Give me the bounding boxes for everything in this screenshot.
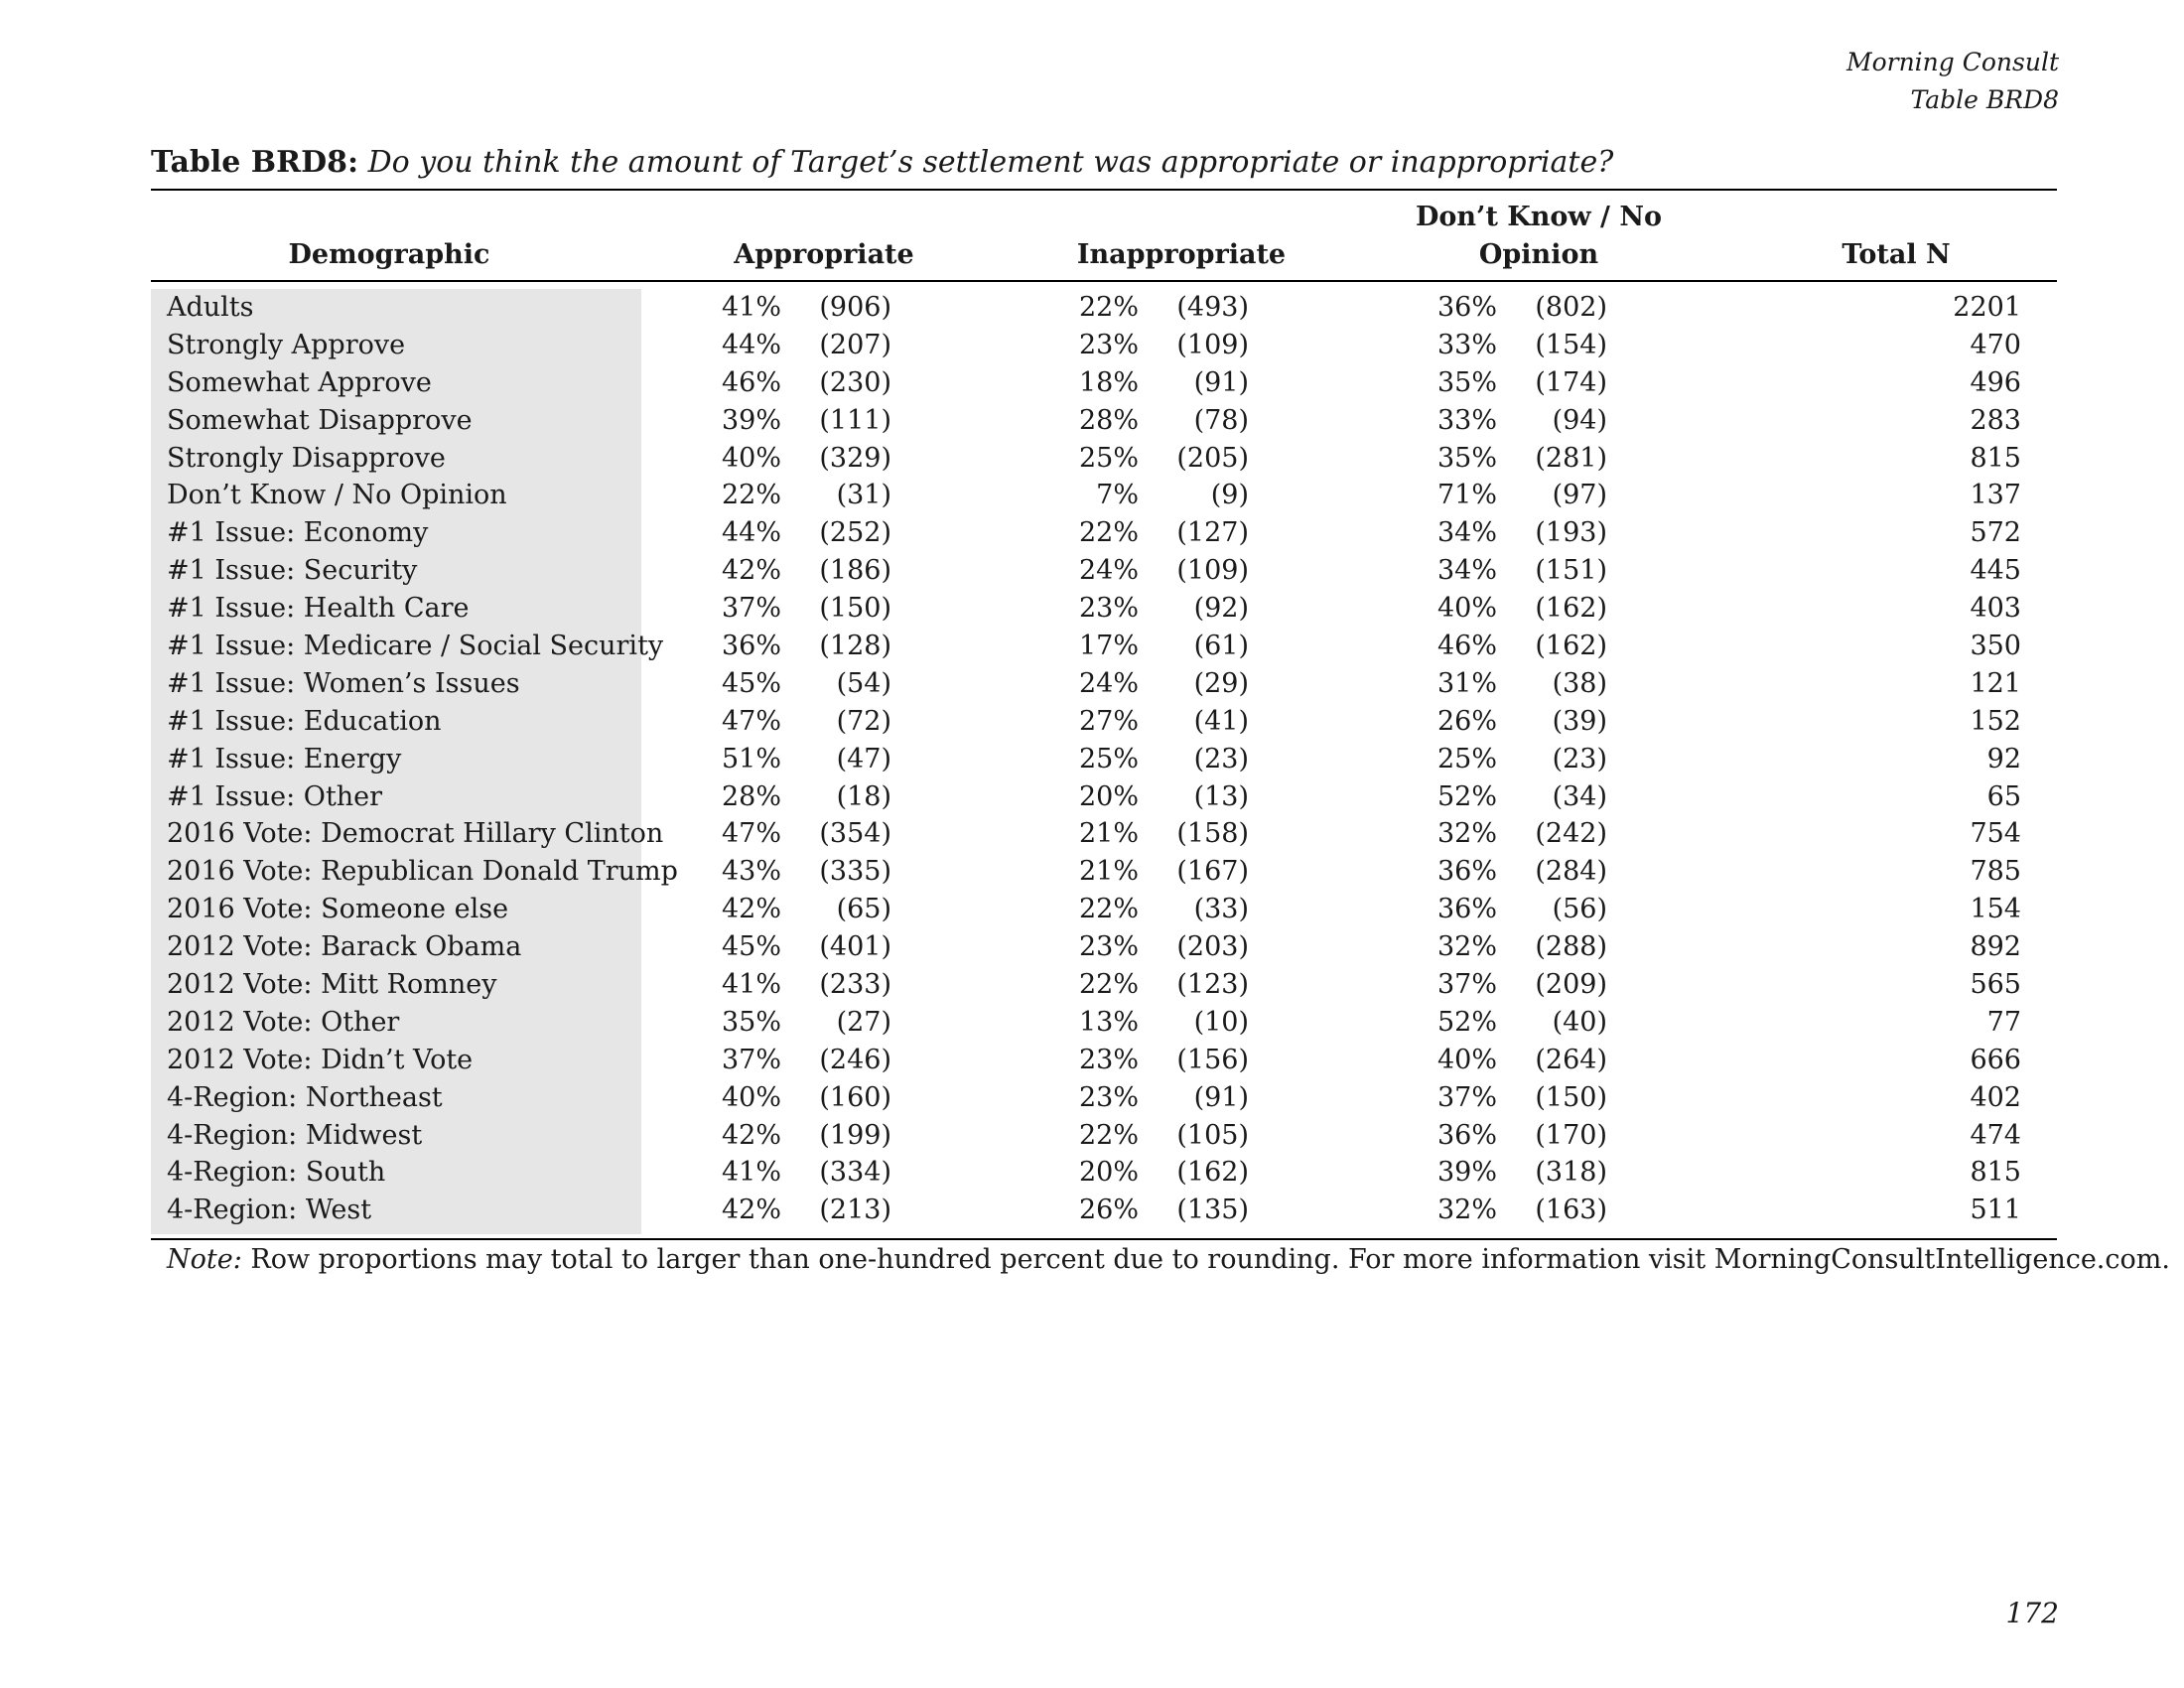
row-total-n: 470	[1970, 329, 2021, 360]
col-header-inappropriate: Inappropriate	[1076, 239, 1287, 270]
row-total-n: 350	[1970, 631, 2021, 662]
row-dont-know-n: (56)	[1552, 894, 1607, 925]
row-appropriate-n: (329)	[819, 442, 891, 474]
row-total-n: 474	[1970, 1119, 2021, 1151]
row-dont-know-pct: 33%	[1436, 329, 1497, 360]
row-demographic: #1 Issue: Security	[167, 555, 418, 587]
col-header-dont-know-line1: Don’t Know / No	[1415, 202, 1663, 232]
row-appropriate-pct: 37%	[721, 593, 781, 625]
table-row	[151, 477, 2057, 514]
row-appropriate-pct: 22%	[721, 480, 781, 511]
table-row	[151, 628, 2057, 665]
col-header-demographic: Demographic	[288, 239, 490, 270]
row-dont-know-pct: 36%	[1436, 292, 1497, 323]
table-row	[151, 440, 2057, 478]
row-demographic: Somewhat Disapprove	[167, 404, 473, 436]
row-dont-know-n: (288)	[1535, 931, 1607, 963]
row-demographic: Adults	[167, 292, 254, 323]
row-appropriate-pct: 41%	[721, 969, 781, 1001]
row-total-n: 496	[1970, 366, 2021, 398]
row-dont-know-pct: 36%	[1436, 894, 1497, 925]
row-inappropriate-pct: 18%	[1078, 366, 1139, 398]
row-dont-know-n: (23)	[1552, 743, 1607, 774]
row-appropriate-n: (47)	[836, 743, 891, 774]
row-total-n: 572	[1970, 517, 2021, 549]
row-demographic: 2016 Vote: Someone else	[167, 894, 509, 925]
row-dont-know-n: (281)	[1535, 442, 1607, 474]
row-demographic: 4-Region: South	[167, 1157, 386, 1189]
table-body	[151, 289, 2057, 1229]
page-number: 172	[2005, 1597, 2059, 1629]
table-row	[151, 928, 2057, 966]
row-inappropriate-n: (29)	[1193, 667, 1249, 699]
row-appropriate-n: (335)	[819, 856, 891, 888]
row-inappropriate-n: (162)	[1176, 1157, 1249, 1189]
row-inappropriate-pct: 23%	[1078, 1081, 1139, 1113]
row-dont-know-pct: 36%	[1436, 1119, 1497, 1151]
row-inappropriate-n: (61)	[1193, 631, 1249, 662]
row-appropriate-pct: 51%	[721, 743, 781, 774]
note-label: Note:	[167, 1244, 242, 1275]
row-demographic: 2012 Vote: Barack Obama	[167, 931, 522, 963]
col-header-total-n: Total N	[1842, 239, 1951, 270]
row-inappropriate-n: (23)	[1193, 743, 1249, 774]
row-total-n: 666	[1970, 1044, 2021, 1075]
row-dont-know-n: (40)	[1552, 1006, 1607, 1038]
table-row	[151, 703, 2057, 741]
row-total-n: 511	[1970, 1195, 2021, 1226]
row-demographic: 2012 Vote: Mitt Romney	[167, 969, 497, 1001]
row-total-n: 65	[1986, 780, 2021, 812]
row-inappropriate-pct: 27%	[1078, 705, 1139, 737]
table-row	[151, 1154, 2057, 1192]
row-appropriate-pct: 35%	[721, 1006, 781, 1038]
row-dont-know-n: (94)	[1552, 404, 1607, 436]
row-inappropriate-pct: 23%	[1078, 931, 1139, 963]
row-dont-know-pct: 31%	[1436, 667, 1497, 699]
row-dont-know-pct: 40%	[1436, 593, 1497, 625]
row-demographic: Don’t Know / No Opinion	[167, 480, 507, 511]
row-inappropriate-pct: 22%	[1078, 292, 1139, 323]
table-row	[151, 853, 2057, 891]
table-row	[151, 891, 2057, 928]
row-demographic: #1 Issue: Energy	[167, 743, 402, 774]
row-demographic: Somewhat Approve	[167, 366, 432, 398]
row-appropriate-pct: 40%	[721, 1081, 781, 1113]
row-dont-know-pct: 34%	[1436, 555, 1497, 587]
row-dont-know-pct: 34%	[1436, 517, 1497, 549]
row-demographic: #1 Issue: Education	[167, 705, 442, 737]
row-dont-know-n: (802)	[1535, 292, 1607, 323]
row-appropriate-n: (186)	[819, 555, 891, 587]
row-total-n: 154	[1970, 894, 2021, 925]
table-note	[167, 1241, 2170, 1279]
row-dont-know-pct: 32%	[1436, 1195, 1497, 1226]
row-inappropriate-pct: 25%	[1078, 743, 1139, 774]
table-row	[151, 514, 2057, 552]
header-org: Morning Consult	[1845, 48, 2059, 76]
row-dont-know-pct: 52%	[1436, 1006, 1497, 1038]
table-row	[151, 778, 2057, 816]
row-appropriate-n: (233)	[819, 969, 891, 1001]
row-appropriate-n: (252)	[819, 517, 891, 549]
row-total-n: 121	[1970, 667, 2021, 699]
bottom-rule	[151, 1238, 2057, 1240]
row-inappropriate-pct: 23%	[1078, 1044, 1139, 1075]
row-appropriate-pct: 41%	[721, 1157, 781, 1189]
row-demographic: 2012 Vote: Didn’t Vote	[167, 1044, 474, 1075]
row-total-n: 815	[1970, 1157, 2021, 1189]
row-inappropriate-pct: 22%	[1078, 894, 1139, 925]
row-dont-know-pct: 25%	[1436, 743, 1497, 774]
row-demographic: 4-Region: Midwest	[167, 1119, 423, 1151]
table-title	[151, 145, 1613, 180]
row-total-n: 152	[1970, 705, 2021, 737]
row-appropriate-n: (213)	[819, 1195, 891, 1226]
row-demographic: Strongly Approve	[167, 329, 406, 360]
row-inappropriate-pct: 23%	[1078, 329, 1139, 360]
row-inappropriate-pct: 7%	[1096, 480, 1139, 511]
row-demographic: 2016 Vote: Democrat Hillary Clinton	[167, 818, 664, 850]
row-inappropriate-pct: 20%	[1078, 780, 1139, 812]
row-dont-know-pct: 33%	[1436, 404, 1497, 436]
row-dont-know-n: (97)	[1552, 480, 1607, 511]
row-demographic: #1 Issue: Other	[167, 780, 383, 812]
row-dont-know-pct: 32%	[1436, 818, 1497, 850]
table-row	[151, 1042, 2057, 1079]
header-rule	[151, 280, 2057, 282]
row-inappropriate-n: (167)	[1176, 856, 1249, 888]
row-demographic: #1 Issue: Health Care	[167, 593, 470, 625]
row-total-n: 445	[1970, 555, 2021, 587]
row-dont-know-pct: 39%	[1436, 1157, 1497, 1189]
row-appropriate-pct: 37%	[721, 1044, 781, 1075]
row-inappropriate-n: (156)	[1176, 1044, 1249, 1075]
col-header-dont-know-line2: Opinion	[1478, 239, 1599, 270]
table-title-label: Table BRD8:	[151, 145, 359, 180]
table-row	[151, 327, 2057, 364]
row-inappropriate-pct: 22%	[1078, 517, 1139, 549]
row-dont-know-n: (264)	[1535, 1044, 1607, 1075]
row-dont-know-n: (162)	[1535, 631, 1607, 662]
table-title-question: Do you think the amount of Target’s settlement was appropriate or inappropriate?	[367, 145, 1614, 180]
row-dont-know-pct: 35%	[1436, 442, 1497, 474]
row-total-n: 402	[1970, 1081, 2021, 1113]
row-appropriate-n: (334)	[819, 1157, 891, 1189]
row-dont-know-n: (209)	[1535, 969, 1607, 1001]
row-total-n: 137	[1970, 480, 2021, 511]
row-inappropriate-pct: 24%	[1078, 667, 1139, 699]
row-dont-know-n: (170)	[1535, 1119, 1607, 1151]
row-inappropriate-n: (109)	[1176, 329, 1249, 360]
page-header	[1846, 44, 2059, 119]
row-appropriate-pct: 44%	[721, 329, 781, 360]
row-dont-know-pct: 26%	[1436, 705, 1497, 737]
row-appropriate-n: (354)	[819, 818, 891, 850]
row-appropriate-n: (72)	[836, 705, 891, 737]
row-appropriate-pct: 47%	[721, 818, 781, 850]
row-total-n: 2201	[1953, 292, 2021, 323]
row-demographic: Strongly Disapprove	[167, 442, 446, 474]
row-dont-know-n: (174)	[1535, 366, 1607, 398]
row-inappropriate-n: (158)	[1176, 818, 1249, 850]
table-row	[151, 665, 2057, 703]
row-inappropriate-pct: 13%	[1078, 1006, 1139, 1038]
row-appropriate-pct: 47%	[721, 705, 781, 737]
row-appropriate-n: (54)	[836, 667, 891, 699]
row-dont-know-n: (38)	[1552, 667, 1607, 699]
note-text: Row proportions may total to larger than one-hundred percent due to rounding. For more information visit MorningConsultIntelligence.com.	[250, 1244, 2170, 1275]
table-row	[151, 1079, 2057, 1117]
row-demographic: #1 Issue: Women’s Issues	[167, 667, 520, 699]
table-row	[151, 1004, 2057, 1042]
row-inappropriate-n: (127)	[1176, 517, 1249, 549]
row-dont-know-pct: 52%	[1436, 780, 1497, 812]
col-header-appropriate: Appropriate	[734, 239, 914, 270]
row-total-n: 403	[1970, 593, 2021, 625]
header-table-id: Table BRD8	[1910, 85, 2059, 114]
row-inappropriate-pct: 23%	[1078, 593, 1139, 625]
col-header-dont-know	[1390, 199, 1688, 274]
row-demographic: #1 Issue: Medicare / Social Security	[167, 631, 664, 662]
row-appropriate-n: (31)	[836, 480, 891, 511]
row-appropriate-pct: 39%	[721, 404, 781, 436]
row-dont-know-n: (34)	[1552, 780, 1607, 812]
row-demographic: #1 Issue: Economy	[167, 517, 429, 549]
row-appropriate-pct: 40%	[721, 442, 781, 474]
row-appropriate-pct: 42%	[721, 555, 781, 587]
row-inappropriate-n: (123)	[1176, 969, 1249, 1001]
row-dont-know-pct: 32%	[1436, 931, 1497, 963]
row-inappropriate-pct: 20%	[1078, 1157, 1139, 1189]
row-total-n: 92	[1986, 743, 2021, 774]
row-dont-know-n: (242)	[1535, 818, 1607, 850]
row-appropriate-n: (160)	[819, 1081, 891, 1113]
row-dont-know-pct: 35%	[1436, 366, 1497, 398]
row-dont-know-n: (151)	[1535, 555, 1607, 587]
row-appropriate-pct: 42%	[721, 894, 781, 925]
row-total-n: 815	[1970, 442, 2021, 474]
row-dont-know-pct: 46%	[1436, 631, 1497, 662]
table-row	[151, 741, 2057, 778]
row-dont-know-pct: 71%	[1436, 480, 1497, 511]
row-total-n: 565	[1970, 969, 2021, 1001]
row-total-n: 754	[1970, 818, 2021, 850]
row-inappropriate-n: (91)	[1193, 1081, 1249, 1113]
table-row	[151, 402, 2057, 440]
row-appropriate-n: (18)	[836, 780, 891, 812]
row-appropriate-n: (65)	[836, 894, 891, 925]
table-row	[151, 289, 2057, 327]
row-inappropriate-n: (9)	[1210, 480, 1249, 511]
row-total-n: 283	[1970, 404, 2021, 436]
row-dont-know-n: (150)	[1535, 1081, 1607, 1113]
row-appropriate-n: (230)	[819, 366, 891, 398]
row-appropriate-n: (906)	[819, 292, 891, 323]
row-dont-know-n: (163)	[1535, 1195, 1607, 1226]
row-inappropriate-n: (33)	[1193, 894, 1249, 925]
row-dont-know-n: (193)	[1535, 517, 1607, 549]
row-inappropriate-n: (13)	[1193, 780, 1249, 812]
row-appropriate-pct: 46%	[721, 366, 781, 398]
row-inappropriate-n: (135)	[1176, 1195, 1249, 1226]
row-appropriate-n: (128)	[819, 631, 891, 662]
row-inappropriate-n: (78)	[1193, 404, 1249, 436]
row-inappropriate-n: (105)	[1176, 1119, 1249, 1151]
table-row	[151, 1117, 2057, 1155]
row-inappropriate-n: (41)	[1193, 705, 1249, 737]
table-row	[151, 966, 2057, 1004]
row-inappropriate-pct: 22%	[1078, 969, 1139, 1001]
row-inappropriate-pct: 25%	[1078, 442, 1139, 474]
table-row	[151, 552, 2057, 590]
row-appropriate-n: (27)	[836, 1006, 891, 1038]
row-dont-know-n: (284)	[1535, 856, 1607, 888]
row-dont-know-pct: 40%	[1436, 1044, 1497, 1075]
row-dont-know-n: (154)	[1535, 329, 1607, 360]
row-appropriate-n: (401)	[819, 931, 891, 963]
row-appropriate-n: (150)	[819, 593, 891, 625]
row-inappropriate-pct: 26%	[1078, 1195, 1139, 1226]
row-appropriate-pct: 45%	[721, 667, 781, 699]
row-appropriate-n: (199)	[819, 1119, 891, 1151]
row-inappropriate-pct: 28%	[1078, 404, 1139, 436]
row-appropriate-n: (111)	[819, 404, 891, 436]
row-inappropriate-n: (10)	[1193, 1006, 1249, 1038]
row-total-n: 785	[1970, 856, 2021, 888]
row-inappropriate-pct: 21%	[1078, 856, 1139, 888]
row-appropriate-pct: 42%	[721, 1119, 781, 1151]
row-demographic: 2016 Vote: Republican Donald Trump	[167, 856, 678, 888]
row-inappropriate-pct: 21%	[1078, 818, 1139, 850]
row-demographic: 2012 Vote: Other	[167, 1006, 400, 1038]
row-inappropriate-n: (91)	[1193, 366, 1249, 398]
table-row	[151, 1192, 2057, 1229]
row-appropriate-pct: 44%	[721, 517, 781, 549]
row-appropriate-pct: 45%	[721, 931, 781, 963]
row-inappropriate-n: (203)	[1176, 931, 1249, 963]
table-row	[151, 815, 2057, 853]
table-row	[151, 364, 2057, 402]
row-dont-know-n: (39)	[1552, 705, 1607, 737]
row-dont-know-n: (318)	[1535, 1157, 1607, 1189]
row-demographic: 4-Region: West	[167, 1195, 372, 1226]
row-appropriate-n: (246)	[819, 1044, 891, 1075]
row-appropriate-pct: 43%	[721, 856, 781, 888]
row-inappropriate-n: (205)	[1176, 442, 1249, 474]
row-dont-know-pct: 37%	[1436, 969, 1497, 1001]
row-dont-know-pct: 36%	[1436, 856, 1497, 888]
row-dont-know-pct: 37%	[1436, 1081, 1497, 1113]
row-total-n: 892	[1970, 931, 2021, 963]
row-appropriate-pct: 41%	[721, 292, 781, 323]
row-inappropriate-pct: 22%	[1078, 1119, 1139, 1151]
top-rule	[151, 189, 2057, 191]
row-appropriate-pct: 28%	[721, 780, 781, 812]
row-appropriate-n: (207)	[819, 329, 891, 360]
row-inappropriate-n: (109)	[1176, 555, 1249, 587]
row-inappropriate-n: (493)	[1176, 292, 1249, 323]
row-appropriate-pct: 36%	[721, 631, 781, 662]
table-row	[151, 590, 2057, 628]
row-appropriate-pct: 42%	[721, 1195, 781, 1226]
row-inappropriate-pct: 17%	[1078, 631, 1139, 662]
row-dont-know-n: (162)	[1535, 593, 1607, 625]
row-inappropriate-n: (92)	[1193, 593, 1249, 625]
row-demographic: 4-Region: Northeast	[167, 1081, 443, 1113]
row-inappropriate-pct: 24%	[1078, 555, 1139, 587]
row-total-n: 77	[1986, 1006, 2021, 1038]
